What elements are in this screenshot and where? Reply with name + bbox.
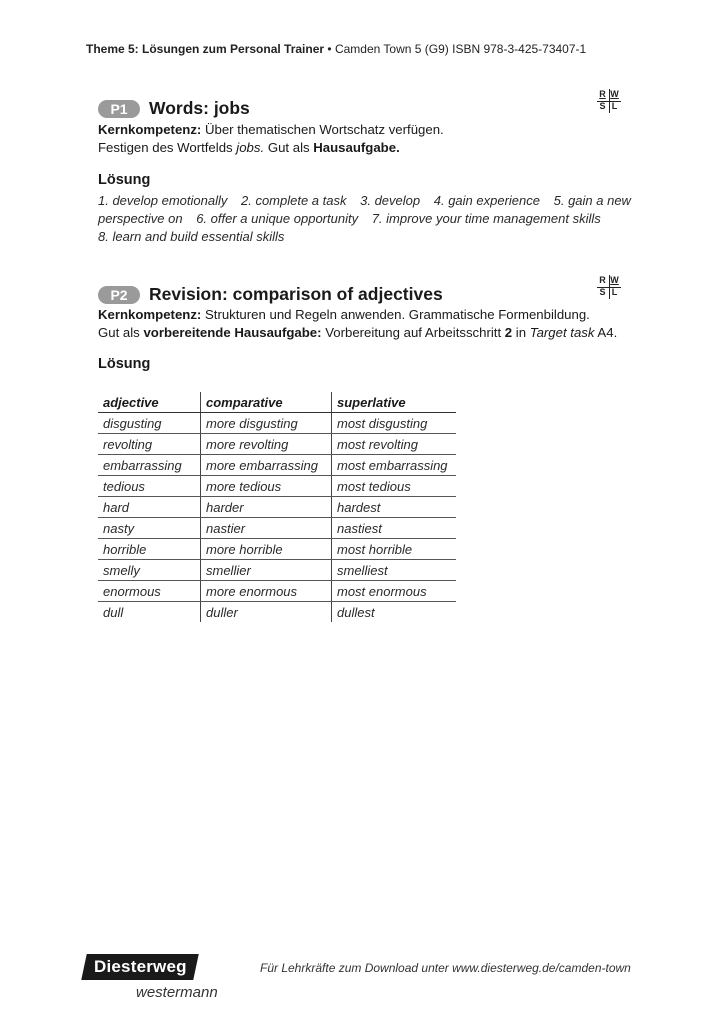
note-bold: 2 bbox=[504, 325, 513, 340]
table-cell: most horrible bbox=[332, 539, 457, 560]
logo-main: Diesterweg bbox=[93, 957, 187, 976]
note-text: Gut als bbox=[98, 325, 144, 340]
skill-w: W bbox=[610, 89, 619, 99]
table-cell: dull bbox=[98, 602, 201, 623]
skill-s: S bbox=[599, 287, 606, 297]
skill-l: L bbox=[611, 101, 618, 111]
header-separator: • bbox=[327, 42, 332, 56]
table-row bbox=[98, 539, 456, 560]
note-bold: vorbereitende Hausaufgabe: bbox=[143, 325, 322, 340]
table-cell: revolting bbox=[98, 434, 201, 455]
table-cell: nastier bbox=[201, 518, 332, 539]
answers-block bbox=[98, 192, 641, 246]
page-header bbox=[86, 42, 586, 56]
exercise-title: Revision: comparison of adjectives bbox=[149, 284, 443, 304]
answer: 7. improve your time management skills bbox=[371, 211, 601, 226]
table-cell: nastiest bbox=[332, 518, 457, 539]
publisher-logo bbox=[84, 954, 218, 1001]
kern-label: Kernkompetenz: bbox=[98, 307, 202, 322]
table-cell: most tedious bbox=[332, 476, 457, 497]
table-row bbox=[98, 476, 456, 497]
table-cell: more revolting bbox=[201, 434, 332, 455]
header-title: Theme 5: Lösungen zum Personal Trainer bbox=[86, 42, 325, 56]
answer: 5. gain a new bbox=[553, 193, 631, 208]
table-cell: most disgusting bbox=[332, 413, 457, 434]
skills-grid-icon bbox=[597, 275, 621, 299]
skill-r: R bbox=[599, 89, 606, 99]
note-text: in bbox=[512, 325, 530, 340]
answers-line-2 bbox=[98, 210, 641, 228]
table-cell: most embarrassing bbox=[332, 455, 457, 476]
note-bold: Hausaufgabe. bbox=[313, 140, 400, 155]
loesung-heading: Lösung bbox=[98, 172, 151, 188]
logo-sub: westermann bbox=[136, 984, 218, 1001]
header-subtitle: Camden Town 5 (G9) ISBN 978-3-425-73407-1 bbox=[334, 42, 587, 56]
table-row bbox=[98, 560, 456, 581]
exercise-title: Words: jobs bbox=[149, 98, 250, 118]
table-cell: duller bbox=[201, 602, 332, 623]
table-cell: more tedious bbox=[201, 476, 332, 497]
column-header: superlative bbox=[332, 392, 457, 413]
skill-w: W bbox=[610, 275, 619, 285]
answers-line-1 bbox=[98, 192, 641, 210]
exercise-p1-competence bbox=[98, 121, 444, 139]
note-italic: jobs. bbox=[236, 140, 265, 155]
answer: 1. develop emotionally bbox=[98, 193, 228, 208]
note-text: Gut als bbox=[264, 140, 314, 155]
table-row bbox=[98, 581, 456, 602]
table-cell: most revolting bbox=[332, 434, 457, 455]
table-cell: enormous bbox=[98, 581, 201, 602]
table-cell: nasty bbox=[98, 518, 201, 539]
table-cell: tedious bbox=[98, 476, 201, 497]
table-header-row bbox=[98, 392, 456, 413]
exercise-p1-heading bbox=[98, 98, 250, 119]
adjective-comparison-table bbox=[98, 392, 456, 622]
column-header: comparative bbox=[201, 392, 332, 413]
exercise-p2-heading bbox=[98, 284, 443, 305]
exercise-badge: P1 bbox=[98, 100, 140, 118]
table-row bbox=[98, 434, 456, 455]
skill-l: L bbox=[611, 287, 618, 297]
table-cell: smelly bbox=[98, 560, 201, 581]
answer: 6. offer a unique opportunity bbox=[196, 211, 359, 226]
answer: 2. complete a task bbox=[240, 193, 347, 208]
note-italic: Target task bbox=[529, 325, 595, 340]
answer: perspective on bbox=[98, 211, 183, 226]
table-cell: hard bbox=[98, 497, 201, 518]
exercise-p2-competence bbox=[98, 306, 590, 324]
table-cell: hardest bbox=[332, 497, 457, 518]
loesung-heading: Lösung bbox=[98, 356, 151, 372]
skills-grid-icon bbox=[597, 89, 621, 113]
skill-r: R bbox=[599, 275, 606, 285]
answer: 3. develop bbox=[360, 193, 421, 208]
table-body bbox=[98, 413, 456, 623]
table-cell: harder bbox=[201, 497, 332, 518]
table-cell: smelliest bbox=[332, 560, 457, 581]
kern-text: Über thematischen Wortschatz verfügen. bbox=[201, 122, 444, 137]
exercise-badge: P2 bbox=[98, 286, 140, 304]
table-cell: smellier bbox=[201, 560, 332, 581]
logo-box bbox=[81, 954, 199, 980]
exercise-p1-note bbox=[98, 139, 400, 157]
skill-s: S bbox=[599, 101, 606, 111]
table-cell: more embarrassing bbox=[201, 455, 332, 476]
table-row bbox=[98, 602, 456, 623]
table-row bbox=[98, 455, 456, 476]
table-cell: disgusting bbox=[98, 413, 201, 434]
note-text: A4. bbox=[594, 325, 618, 340]
exercise-p2-note bbox=[98, 324, 617, 342]
table-cell: horrible bbox=[98, 539, 201, 560]
note-text: Vorbereitung auf Arbeitsschritt bbox=[321, 325, 505, 340]
answers-line-3 bbox=[98, 228, 641, 246]
table-row bbox=[98, 413, 456, 434]
download-note: Für Lehrkräfte zum Download unter www.diesterweg.de/camden-town bbox=[260, 961, 631, 975]
table-row bbox=[98, 497, 456, 518]
table-cell: more horrible bbox=[201, 539, 332, 560]
kern-label: Kernkompetenz: bbox=[98, 122, 202, 137]
table-cell: more disgusting bbox=[201, 413, 332, 434]
answer: 4. gain experience bbox=[433, 193, 540, 208]
table-cell: embarrassing bbox=[98, 455, 201, 476]
table-row bbox=[98, 518, 456, 539]
table-cell: more enormous bbox=[201, 581, 332, 602]
note-text: Festigen des Wortfelds bbox=[98, 140, 237, 155]
column-header: adjective bbox=[98, 392, 201, 413]
table-cell: dullest bbox=[337, 604, 375, 620]
table-cell: most enormous bbox=[332, 581, 457, 602]
answer: 8. learn and build essential skills bbox=[98, 229, 285, 244]
kern-text: Strukturen und Regeln anwenden. Grammatische Formenbildung. bbox=[201, 307, 590, 322]
